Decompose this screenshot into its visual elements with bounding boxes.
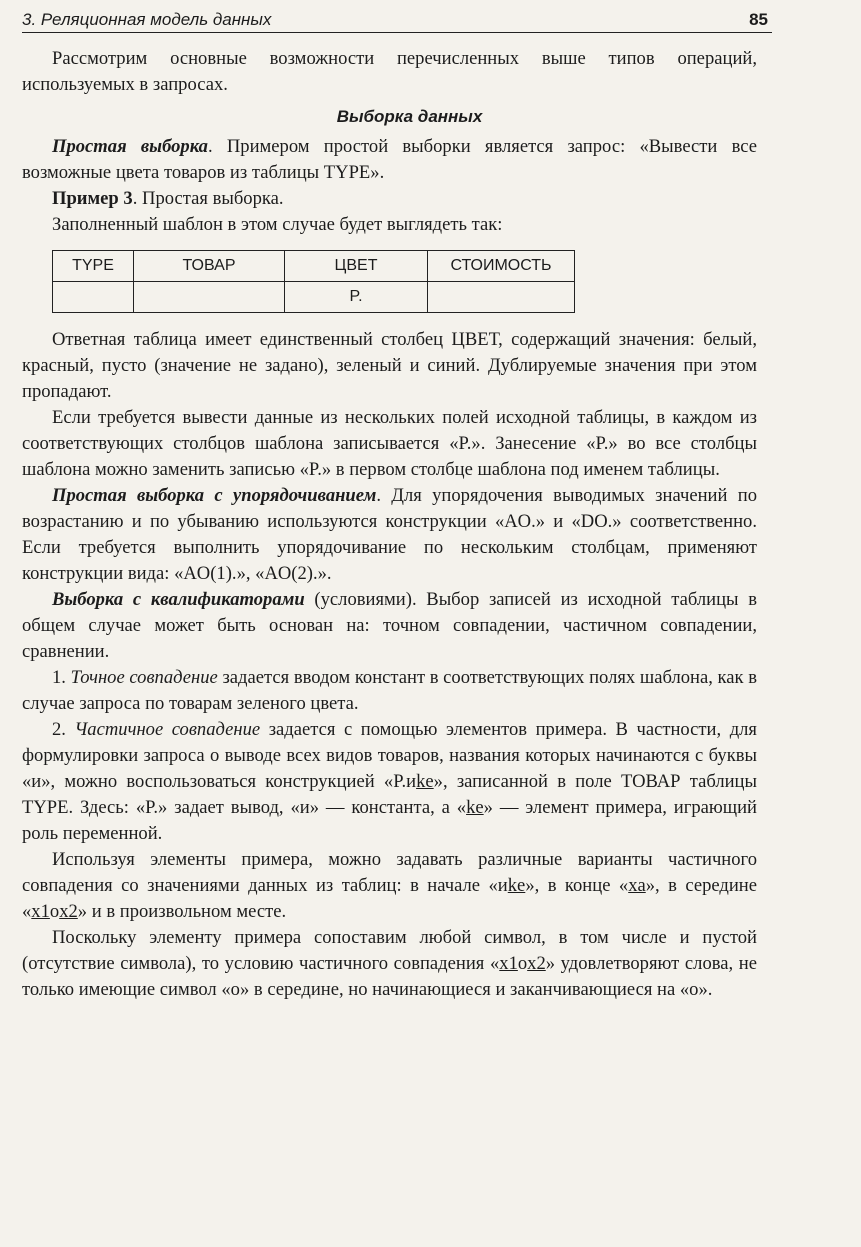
- ordered-selection-paragraph: Простая выборка с упорядочиванием. Для упорядочения выводимых значений по возрастанию и по убыванию используются конструкции «AO.» и «DO.» соответственно. Если требуется выполнить упорядочивание по нескольким столбцам, применяют конструкции вида: «AO(1).», «AO(2).».: [22, 485, 757, 584]
- intro-paragraph: Рассмотрим основные возможности перечисленных выше типов операций, используемых в запросах.: [22, 48, 757, 95]
- example-element: x2: [59, 901, 78, 922]
- example-element: x2: [527, 953, 546, 974]
- partial-match-paragraph: 2. Частичное совпадение задается с помощью элементов примера. В частности, для формулировки запроса о выводе всех видов товаров, названия которых начинаются с буквы «и», можно воспользоваться конструкцией «P.иke», записанной в поле ТОВАР таблицы TYPE. Здесь: «P.» задает вывод, «и» — константа, а «ke» — элемент примера, играющий роль переменной.: [22, 719, 758, 844]
- term-partial-match: Частичное совпадение: [74, 719, 261, 740]
- table-row: [53, 282, 575, 313]
- term-ordered-selection: Простая выборка с упорядочиванием: [52, 485, 377, 506]
- example-element: ke: [507, 875, 526, 896]
- example-label: Пример 3: [52, 188, 133, 209]
- page-body: [22, 46, 757, 1003]
- table-header-cell: TYPE: [53, 251, 134, 282]
- table-header-cell: СТОИМОСТЬ: [428, 251, 575, 282]
- term-simple-selection: Простая выборка: [52, 136, 208, 157]
- multiple-fields-paragraph: Если требуется вывести данные из нескольких полей исходной таблицы, в каждом из соответствующих столбцов шаблона записывается «P.». Занесение «P.» во все столбцы шаблона можно заменить записью «P.» в первом столбце шаблона под именем таблицы.: [22, 407, 757, 480]
- page-number: 85: [749, 10, 768, 29]
- qbe-template-table: [52, 250, 575, 313]
- final-paragraph: Поскольку элементу примера сопоставим любой символ, в том числе и пустой (отсутствие символа), то условию частичного совпадения «x1оx2» удовлетворяют слова, не только имеющие символ «о» в середине, но начинающиеся и заканчивающиеся на «о».: [22, 927, 757, 1000]
- exact-match-paragraph: 1. Точное совпадение задается вводом констант в соответствующих полях шаблона, как в случае запроса по товарам зеленого цвета.: [22, 667, 757, 714]
- term-exact-match: Точное совпадение: [70, 667, 218, 688]
- example-element: x1: [499, 953, 518, 974]
- template-intro-paragraph: Заполненный шаблон в этом случае будет выглядеть так:: [52, 214, 503, 235]
- chapter-title: 3. Реляционная модель данных: [22, 10, 272, 29]
- example-element: ke: [466, 797, 484, 818]
- term-qualifiers: Выборка с квалификаторами: [52, 589, 305, 610]
- answer-table-paragraph: Ответная таблица имеет единственный столбец ЦВЕТ, содержащий значения: белый, красный, пусто (значение не задано), зеленый и синий. Дублируемые значения при этом пропадают.: [22, 329, 757, 402]
- example-paragraph: Пример 3. Простая выборка.: [52, 188, 284, 209]
- simple-selection-paragraph: Простая выборка. Примером простой выборки является запрос: «Вывести все возможные цвета товаров из таблицы TYPE».: [22, 136, 757, 183]
- table-header-cell: ТОВАР: [134, 251, 285, 282]
- qualifiers-paragraph: Выборка с квалификаторами (условиями). Выбор записей из исходной таблицы в общем случае может быть основан на: точном совпадении, частичном совпадении, сравнении.: [22, 589, 757, 662]
- table-cell: [53, 282, 134, 313]
- example-element: x1: [31, 901, 50, 922]
- partial-variants-paragraph: Используя элементы примера, можно задавать различные варианты частичного совпадения со значениями данных из таблиц: в начале «иke», в конце «xa», в середине «x1оx2» и в произвольном месте.: [22, 849, 757, 922]
- table-header-cell: ЦВЕТ: [285, 251, 428, 282]
- table-header-row: [53, 251, 575, 282]
- section-heading: Выборка данных: [336, 107, 483, 126]
- table-cell: [428, 282, 575, 313]
- table-cell: P.: [285, 282, 428, 313]
- running-header: [22, 8, 772, 33]
- example-element: xa: [628, 875, 646, 896]
- table-cell: [134, 282, 285, 313]
- example-element: ke: [416, 771, 434, 792]
